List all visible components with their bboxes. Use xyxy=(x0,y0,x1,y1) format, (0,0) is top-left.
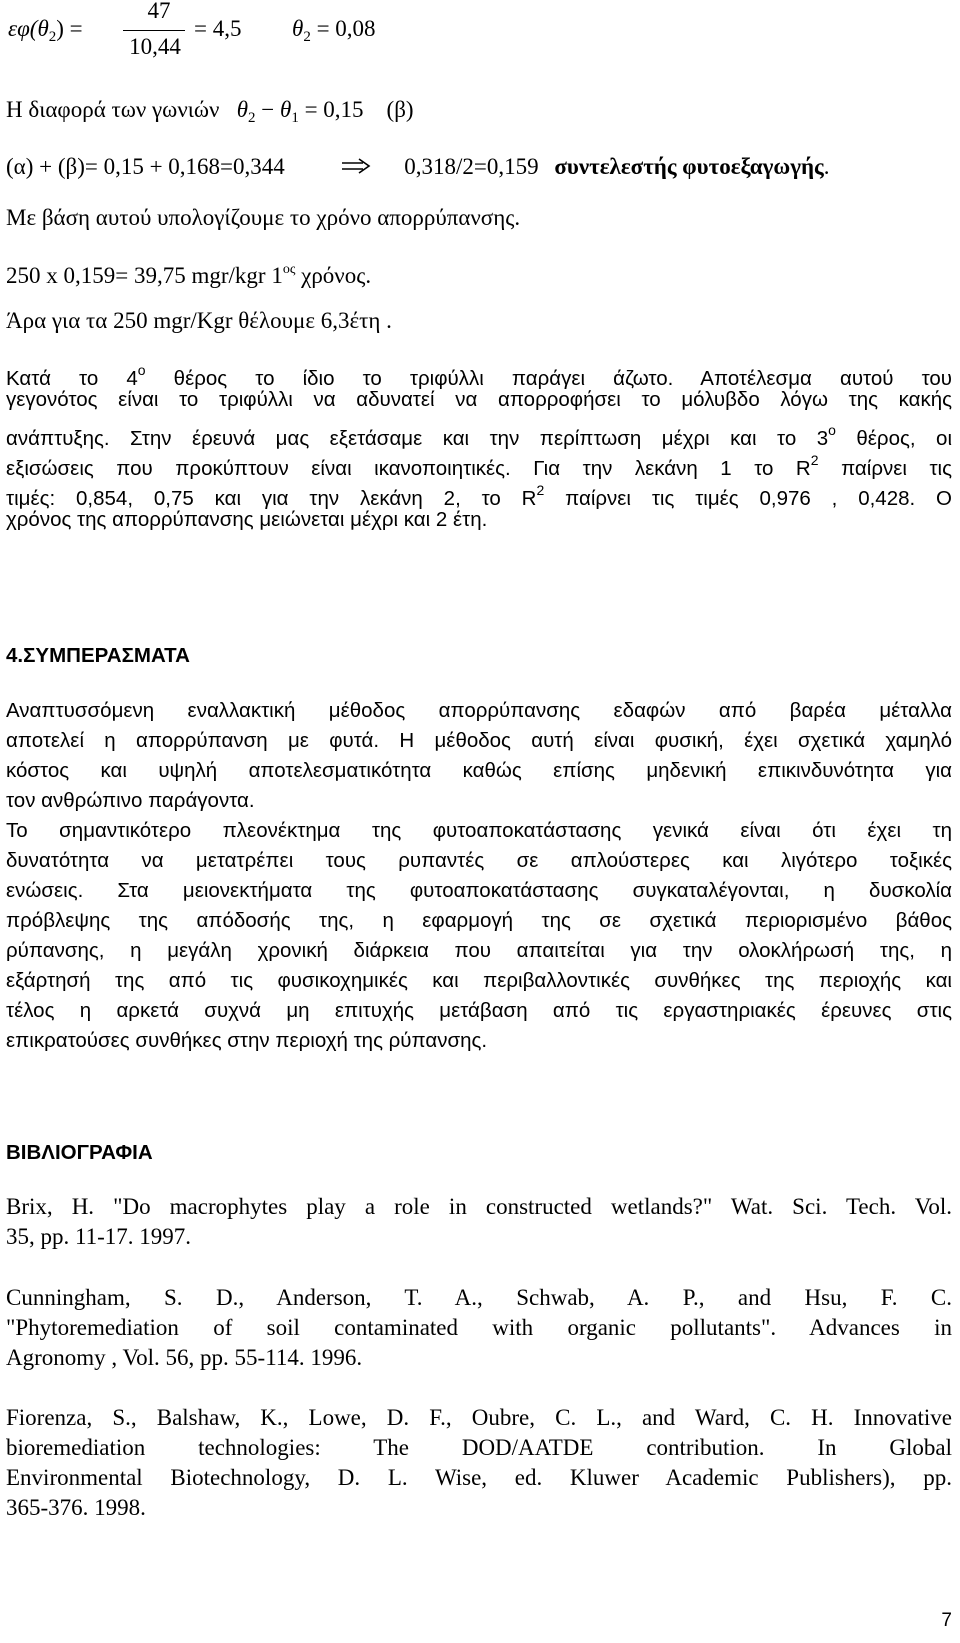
reference-line: bioremediation technologies: The DOD/AATDE contribution. In Global xyxy=(6,1435,952,1460)
summer-l3-sup: ο xyxy=(828,422,836,438)
summer-line-5 xyxy=(6,475,952,510)
eq3-dot: . xyxy=(823,154,830,179)
implies-arrow-svg xyxy=(341,158,371,174)
summer-line-4 xyxy=(6,445,952,480)
summer-l1a: Κατά το 4 xyxy=(6,367,138,390)
reference-line: 365-376. 1998. xyxy=(6,1495,146,1520)
eq2-label: Η διαφορά των γωνιών xyxy=(6,97,220,122)
reference-fiorenza xyxy=(6,1403,952,1523)
eq1-denominator: 10,44 xyxy=(129,34,181,59)
eq1-theta-sub: 2 xyxy=(303,29,311,45)
conclusions-body xyxy=(6,696,952,1056)
conclusions-line: επικρατούσες συνθήκες στην περιοχή της ρύπανσης. xyxy=(6,1029,488,1052)
conclusions-line: ρύπανσης, η μεγάλη χρονική διάρκεια που απαιτείται για την ολοκλήρωσή της, η xyxy=(6,939,952,962)
line-years: Άρα για τα 250 mgr/Kgr θέλουμε 6,3έτη . xyxy=(6,308,392,333)
summer-line-1 xyxy=(6,355,952,390)
reference-line: Brix, H. "Do macrophytes play a role in constructed wetlands?" Wat. Sci. Tech. Vol. xyxy=(6,1194,952,1219)
implies-arrow-icon xyxy=(339,152,373,182)
summer-line-6: χρόνος της απορρύπανσης μειώνεται μέχρι και 2 έτη. xyxy=(6,508,488,531)
eq2-value: = 0,15 xyxy=(304,97,364,122)
conclusions-line: δυνατότητα να μετατρέπει τους ρυπαντές σε απλούστερες και λιγότερο τοξικές xyxy=(6,849,952,872)
conclusions-line: κόστος και υψηλή αποτελεσματικότητα καθώς επίσης μηδενική επικινδυνότητα για xyxy=(6,759,952,782)
summer-l5a: τιμές: 0,854, 0,75 και για την λεκάνη 2, το R xyxy=(6,487,537,510)
calc-text: 250 x 0,159= 39,75 mgr/kgr 1 xyxy=(6,263,283,288)
eq1-numerator: 47 xyxy=(147,0,171,23)
reference-line: Fiorenza, S., Balshaw, K., Lowe, D. F., Oubre, C. L., and Ward, C. H. Innovative xyxy=(6,1405,952,1430)
summer-l3b: θέρος, οι xyxy=(835,427,952,450)
summer-line-2: γεγονότος είναι το τριφύλλι να αδυνατεί να απορροφήσει το μόλυβδο λόγω της κακής xyxy=(6,388,952,411)
summer-l4-sup: 2 xyxy=(810,452,819,468)
line-calculation xyxy=(6,255,371,291)
eq2-tag: (β) xyxy=(386,97,414,122)
eq1-lhs-sub: 2 xyxy=(48,29,57,45)
reference-line: Environmental Biotechnology, D. L. Wise, ed. Kluwer Academic Publishers), pp. xyxy=(6,1465,952,1490)
conclusions-line: ενώσεις. Στα μειονεκτήματα της φυτοαποκατάστασης συγκαταλέγονται, η δυσκολία xyxy=(6,879,952,902)
eq2-theta-b: θ xyxy=(280,97,292,122)
summer-line-3 xyxy=(6,415,952,450)
summer-l1-sup: ο xyxy=(137,362,146,378)
bibliography-heading: ΒΙΒΛΙΟΓΡΑΦΙΑ xyxy=(6,1141,153,1164)
calc-tail: χρόνος. xyxy=(295,263,372,288)
eq2-minus: − xyxy=(261,97,275,122)
conclusions-line: αποτελεί η απορρύπανση με φυτά. Η μέθοδος αυτή είναι φυσική, έχει σχετικά χαμηλό xyxy=(6,729,952,752)
reference-cunningham xyxy=(6,1283,952,1373)
summer-l4a: εξισώσεις που προκύπτουν είναι ικανοποιητικές. Για την λεκάνη 1 το R xyxy=(6,457,811,480)
equation-sum xyxy=(6,152,829,182)
equation-angle-difference xyxy=(6,95,414,133)
summer-l5-sup: 2 xyxy=(536,482,545,498)
summer-l3a: ανάπτυξης. Στην έρευνά μας εξετάσαμε και την περίπτωση μέχρι και το 3 xyxy=(6,427,829,450)
reference-line: Cunningham, S. D., Anderson, T. A., Schwab, A. P., and Hsu, F. C. xyxy=(6,1285,952,1310)
eq2-theta-a: θ xyxy=(236,97,249,122)
eq3-left: (α) + (β)= 0,15 + 0,168=0,344 xyxy=(6,154,285,179)
eq1-lhs: εφ(θ xyxy=(8,16,49,41)
eq2-theta-b-sub: 1 xyxy=(291,110,299,126)
conclusions-line: τέλος η αρκετά συχνά μη επιτυχής μετάβαση από τις εργαστηριακές έρευνες στις xyxy=(6,999,952,1022)
reference-line: 35, pp. 11-17. 1997. xyxy=(6,1224,192,1249)
summer-l4b: παίρνει τις xyxy=(818,457,952,480)
eq1-result: = 4,5 xyxy=(194,16,242,41)
eq3-bold-term: συντελεστής φυτοεξαγωγής xyxy=(554,154,824,179)
line-basis: Με βάση αυτού υπολογίζουμε το χρόνο απορρύπανσης. xyxy=(6,205,521,230)
conclusions-line: Το σημαντικότερο πλεονέκτημα της φυτοαποκατάστασης γενικά είναι ότι έχει τη xyxy=(6,819,952,842)
eq1-theta: θ xyxy=(292,16,304,41)
reference-line: "Phytoremediation of soil contaminated with organic pollutants". Advances in xyxy=(6,1315,952,1340)
eq3-right: 0,318/2=0,159 xyxy=(404,154,539,179)
conclusions-line: εξάρτησή της από τις φυσικοχημικές και περιβαλλοντικές συνθήκες της περιοχής και xyxy=(6,969,952,992)
conclusions-line: τον ανθρώπινο παράγοντα. xyxy=(6,789,255,812)
eq1-theta-value: = 0,08 xyxy=(316,16,376,41)
conclusions-line: Αναπτυσσόμενη εναλλακτική μέθοδος απορρύπανσης εδαφών από βαρέα μέταλλα xyxy=(6,699,952,722)
equation-tan-theta xyxy=(8,0,468,64)
summer-l5b: παίρνει τις τιμές 0,976 , 0,428. Ο xyxy=(544,487,952,510)
reference-brix xyxy=(6,1192,952,1252)
eq1-fraction-bar xyxy=(123,30,185,31)
page-number: 7 xyxy=(941,1610,952,1631)
eq1-lhs-close: ) = xyxy=(56,16,83,41)
conclusions-line: πρόβλεψης της απόδοσής της, η εφαρμογή της σε σχετικά περιορισμένο βάθος xyxy=(6,909,952,932)
eq2-theta-a-sub: 2 xyxy=(248,110,256,126)
conclusions-heading: 4.ΣΥΜΠΕΡΑΣΜΑΤΑ xyxy=(6,644,190,667)
paragraph-summer xyxy=(6,355,952,535)
calc-sup: ος xyxy=(282,262,296,277)
summer-l1b: θέρος το ίδιο το τριφύλλι παράγει άζωτο. Αποτέλεσμα αυτού του xyxy=(145,367,952,390)
reference-line: Agronomy , Vol. 56, pp. 55-114. 1996. xyxy=(6,1345,363,1370)
